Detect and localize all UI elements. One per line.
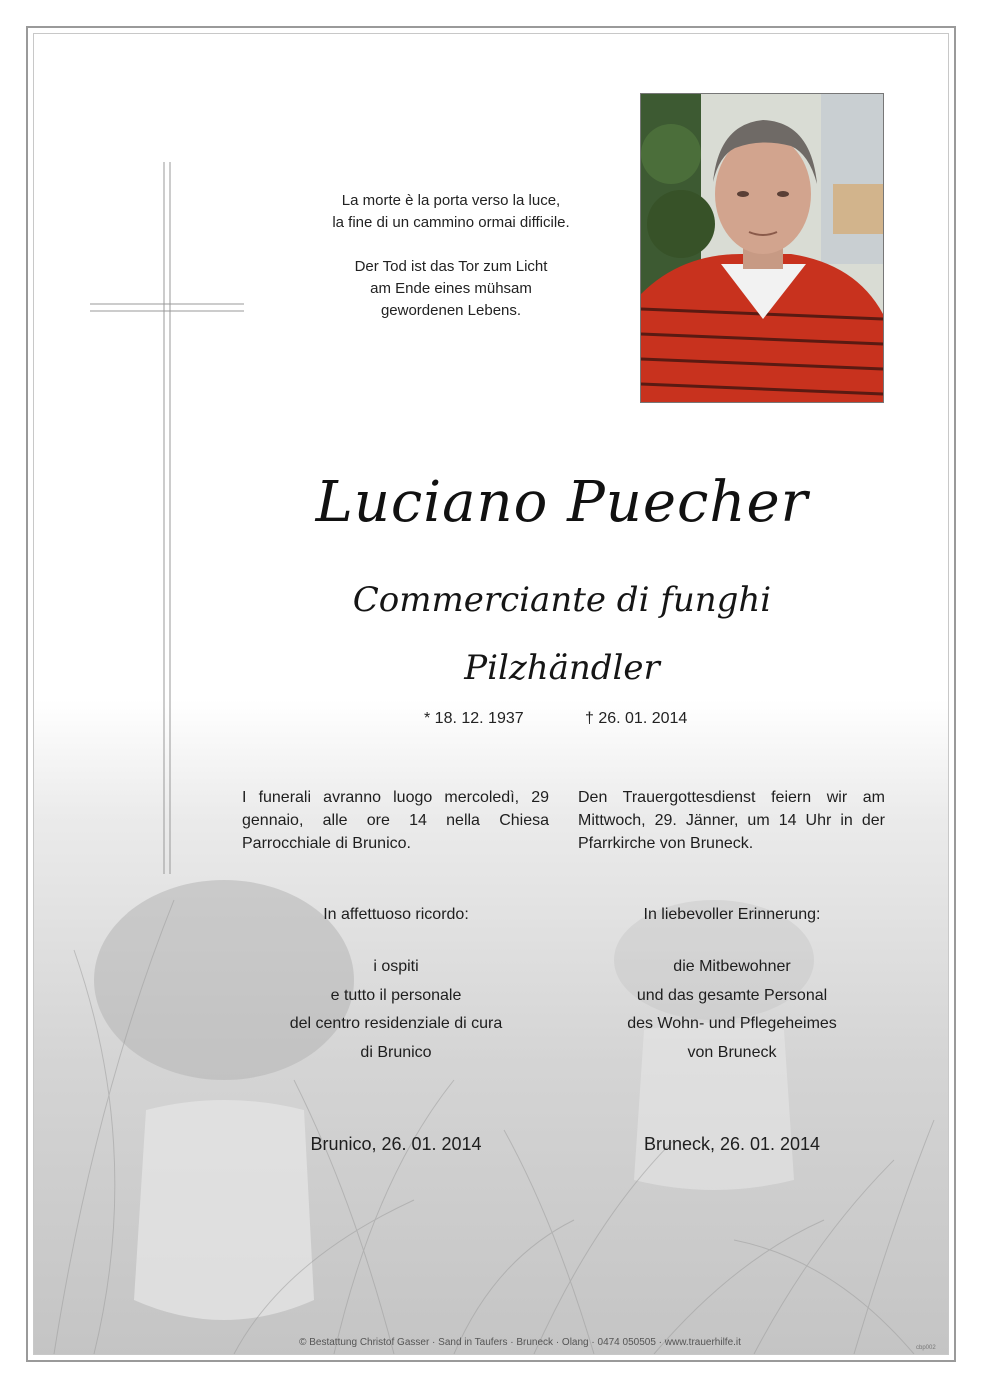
signer-line: e tutto il personale [330, 986, 462, 1004]
place-date-german: Bruneck, 26. 01. 2014 [643, 1134, 821, 1154]
portrait-photo [640, 93, 884, 403]
quote-line: Der Tod ist das Tor zum Licht [354, 258, 548, 275]
death-date: † 26. 01. 2014 [585, 710, 688, 727]
funeral-notice-german: Den Trauergottesdienst feiern wir am Mittwoch, 29. Jänner, um 14 Uhr in der Pfarrkirche von Bruneck. [578, 789, 885, 852]
funeral-notice-italian: I funerali avranno luogo mercoledì, 29 gennaio, alle ore 14 nella Chiesa Parrocchiale di Brunico. [242, 789, 549, 852]
quote-german [300, 256, 602, 322]
template-code: cbp002 [916, 1345, 936, 1351]
place-date-italian: Brunico, 26. 01. 2014 [310, 1134, 482, 1154]
signer-line: die Mitbewohner [673, 958, 791, 975]
quote-line: am Ende eines mühsam [370, 280, 532, 297]
signer-line: i ospiti [373, 958, 419, 975]
memory-heading-german: In liebevoller Erinnerung: [643, 906, 821, 923]
deceased-name: Luciano Puecher [315, 470, 809, 535]
signers-italian [246, 953, 546, 1067]
signer-line: des Wohn- und Pflegeheimes [627, 1015, 837, 1033]
quote-line: La morte è la porta verso la luce, [341, 192, 561, 209]
signer-line: del centro residenziale di cura [289, 1015, 503, 1033]
birth-date: * 18. 12. 1937 [424, 710, 524, 727]
footer-credit: © Bestattung Christof Gasser · Sand in Taufers · Bruneck · Olang · 0474 050505 · www.trauerhilfe.it [299, 1337, 741, 1348]
signers-german [582, 953, 882, 1067]
quote-italian [300, 190, 602, 234]
occupation-german: Pilzhändler [464, 648, 660, 688]
cross-icon [90, 162, 244, 874]
quote-line: gewordenen Lebens. [380, 302, 522, 319]
memory-heading-italian: In affettuoso ricordo: [323, 906, 469, 923]
occupation-italian: Commerciante di funghi [352, 580, 772, 620]
signer-line: von Bruneck [687, 1043, 777, 1061]
quote-line: la fine di un cammino ormai difficile. [332, 214, 570, 231]
signer-line: di Brunico [360, 1043, 432, 1061]
signer-line: und das gesamte Personal [636, 986, 828, 1004]
